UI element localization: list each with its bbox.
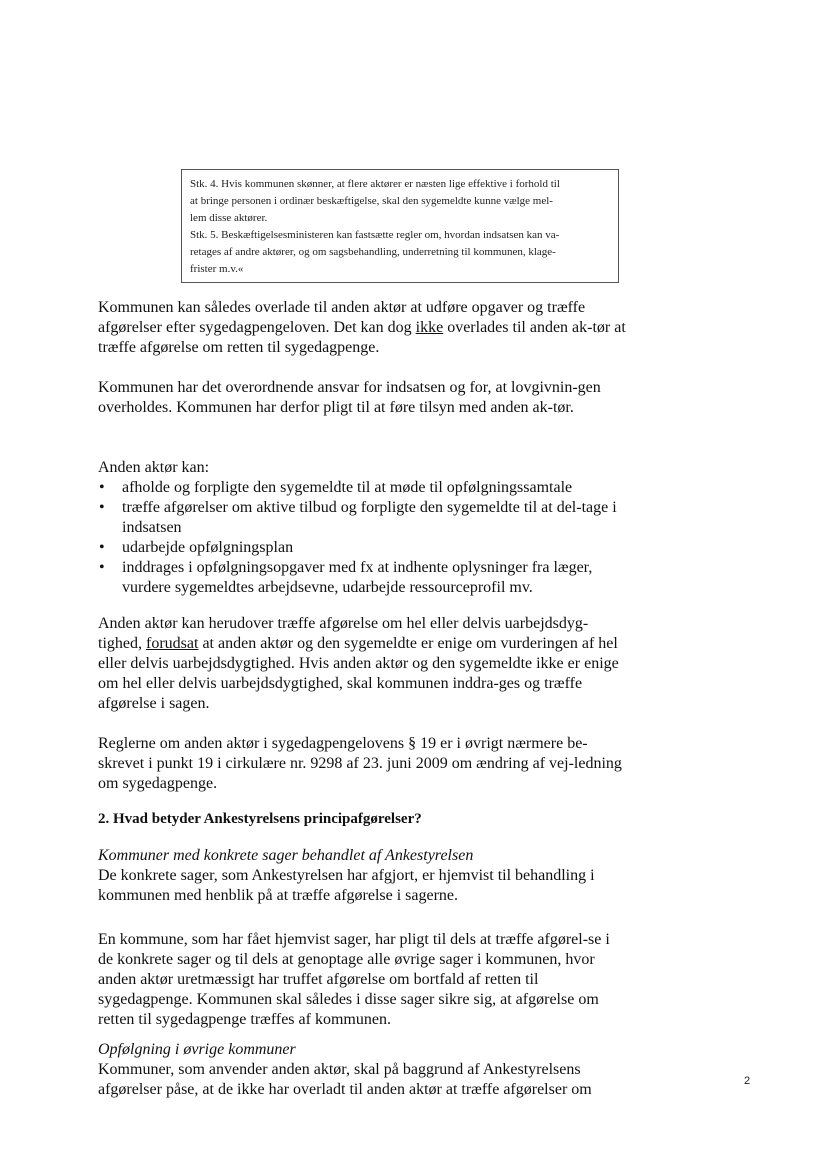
underlined-word: ikke xyxy=(415,319,444,336)
paragraph-rules xyxy=(98,734,628,794)
paragraph-actor-can xyxy=(98,458,628,598)
paragraph-text: De konkrete sager, som Ankestyrelsen har afgjort, er hjemvist til behandling i kommunen med henblik på at træffe afgørelse i sagerne. xyxy=(98,867,595,904)
list-item: • træffe afgørelser om aktive tilbud og forpligte den sygemeldte til at del-tage i indsatsen xyxy=(99,499,617,536)
list-item: • inddrages i opfølgningsopgaver med fx at indhente oplysninger fra læger, vurdere sygemeldtes arbejdsevne, udarbejde ressourceprofil mv. xyxy=(99,559,593,596)
text-run: overlades til anden ak-tør at træffe afgørelse om retten til sygedagpenge. xyxy=(98,319,626,356)
underlined-word: forudsat xyxy=(146,635,199,652)
box-line: lem disse aktører. xyxy=(190,212,268,224)
quoted-statute-box xyxy=(181,169,619,283)
text-run: Anden aktør kan herudover træffe afgørelse om hel eller delvis uarbejdsdyg-tighed, xyxy=(98,615,589,652)
box-line: Stk. 5. Beskæftigelsesministeren kan fastsætte regler om, hvordan indsatsen kan va- xyxy=(190,229,560,241)
box-line: Stk. 4. Hvis kommunen skønner, at flere aktører er næsten lige effektive i forhold til xyxy=(190,178,560,190)
paragraph-text: En kommune, som har fået hjemvist sager, har pligt til dels at træffe afgørel-se i de konkrete sager og til dels at genoptage alle øvrige sager i kommunen, hvor anden aktør uretmæssigt har truffet afgørelse om bortfald af retten til sygedagpenge. Kommunen skal således i disse sager sikre sig, at afgørelse om retten til sygedagpenge træffes af kommunen. xyxy=(98,931,610,1028)
paragraph-remanded-cases xyxy=(98,930,628,1030)
bullet-icon: • xyxy=(99,559,105,576)
bullet-icon: • xyxy=(99,499,105,516)
bullet-list xyxy=(98,478,628,598)
bullet-icon: • xyxy=(99,539,105,556)
box-line: retages af andre aktører, og om sagsbehandling, underretning til kommunen, klage- xyxy=(190,246,556,258)
list-item: • udarbejde opfølgningsplan xyxy=(99,539,294,556)
section-heading: 2. Hvad betyder Ankestyrelsens principafgørelser? xyxy=(98,811,422,827)
bullet-icon: • xyxy=(99,479,105,496)
subsection-concrete-cases xyxy=(98,846,628,906)
box-line: at bringe personen i ordinær beskæftigelse, skal den sygemeldte kunne vælge mel- xyxy=(190,195,553,207)
paragraph-responsibility xyxy=(98,378,628,418)
subsection-follow-up xyxy=(98,1040,628,1100)
text-run: at anden aktør og den sygemeldte er enige om vurderingen af hel eller delvis uarbejdsdygtighed. Hvis anden aktør og den sygemeldte ikke er enige om hel eller delvis uarbejdsdygtighed, skal kommunen inddra-ges og træffe afgørelse i sagen. xyxy=(98,635,619,712)
page-number: 2 xyxy=(744,1075,751,1087)
paragraph-incapacity xyxy=(98,614,628,714)
paragraph-text: Kommunen har det overordnende ansvar for indsatsen og for, at lovgivnin-gen overholdes. Kommunen har derfor pligt til at føre tilsyn med anden ak-tør. xyxy=(98,379,601,416)
paragraph-text: Reglerne om anden aktør i sygedagpengelovens § 19 er i øvrigt nærmere be-skrevet i punkt 19 i cirkulære nr. 9298 af 23. juni 2009 om ændring af vej-ledning om sygedagpenge. xyxy=(98,735,622,792)
subheading: Opfølgning i øvrige kommuner xyxy=(98,1041,296,1058)
subheading: Kommuner med konkrete sager behandlet af Ankestyrelsen xyxy=(98,847,474,864)
text-run: Kommunen kan således overlade til anden aktør at udføre opgaver og træffe afgørelser efter sygedagpengeloven. Det kan dog xyxy=(98,299,586,336)
paragraph-text: Kommuner, som anvender anden aktør, skal på baggrund af Ankestyrelsens afgørelser påse, at de ikke har overladt til anden aktør at træffe afgørelser om xyxy=(98,1061,592,1098)
list-intro: Anden aktør kan: xyxy=(98,459,210,476)
box-line: frister m.v.« xyxy=(190,263,244,275)
paragraph-delegation xyxy=(98,298,628,358)
list-item: • afholde og forpligte den sygemeldte til at møde til opfølgningssamtale xyxy=(99,479,573,496)
